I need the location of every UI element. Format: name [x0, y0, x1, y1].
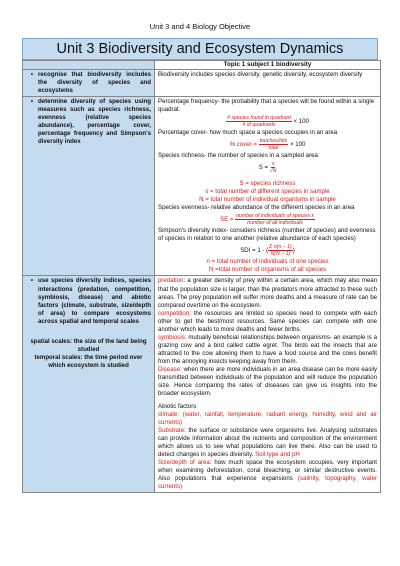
substrate-examples: Soil type and pH: [253, 451, 300, 459]
disease-text: : when there are more individuals in an area disease can be more easily transmitted between individuals of the population and will reduce the population size. Hence comparing the rates of diseases can give us insights into the broader ecosystem.: [158, 365, 377, 397]
formula-numerator: # species found in quadrant: [227, 115, 291, 122]
competition-term: competition: [158, 309, 190, 317]
climate-text: climate: (water, rainfall, temperature, radiant energy, humidity, wind and air currents): [158, 410, 377, 426]
formula-lhs: S =: [258, 164, 269, 172]
formula-numerator: number of individuals of species x: [236, 213, 314, 220]
cover-text: Percentage cover- how much space a species occupies in an area: [158, 129, 338, 137]
formula-denominator: # of quadrants: [242, 122, 276, 129]
formula-lhs: % cover =: [229, 141, 257, 149]
competition-paragraph: [158, 310, 377, 334]
formula-numerator: Σ n(n − 1): [269, 244, 292, 251]
predation-paragraph: [158, 277, 377, 309]
content-cell: [155, 97, 381, 276]
disease-term: Disease: [158, 365, 181, 373]
bullet-icon: •: [30, 98, 34, 106]
evenness-text: Species evenness- relative abundance of the different species in an area: [158, 204, 355, 212]
content-cell: [155, 70, 381, 97]
topic-cell: [155, 61, 381, 70]
symbiosis-text: : mutually beneficial relationships between organisms- an example is a grazing cow and a bird called cattle egret. The birds eat the insects that are attracted to the cow allowing them to have a food source and the cows benefit from the annoying insects keeping away from them.: [158, 333, 377, 365]
spatial-scales-text: spatial scales: the size of the land being studied: [30, 337, 147, 353]
formula-denominator: total: [268, 145, 279, 152]
simpson-text: Simpson's diversity index- considers richness (number of species) and evenness of species in relation to one another (relative abundance of each species): [158, 227, 376, 243]
content-cell: [155, 276, 381, 493]
objective-cell: [23, 70, 155, 97]
unit-title-banner: Unit 3 Biodiversity and Ecosystem Dynamics: [22, 38, 378, 60]
sdi-definition: n = total number of individuals of one species: [206, 258, 329, 266]
document-header: Unit 3 and 4 Biology Objective: [149, 22, 251, 31]
disease-paragraph: [158, 366, 377, 398]
substrate-text: : the surface or substance were organisms live. Analysing substrates can provide information about the nutrients and composition of the environment which allows us to see what populations can live there. Also can be used to detect changes in species diversity.: [158, 427, 377, 459]
symbiosis-term: symbiosis: [158, 333, 185, 341]
formula-rhs: ): [292, 247, 295, 255]
formula-numerator: s: [271, 161, 275, 168]
cover-formula: [158, 138, 377, 151]
formula-multiplier: × 100: [289, 141, 306, 149]
richness-formula: [158, 161, 377, 174]
table-row: [23, 276, 381, 493]
bullet-icon: •: [30, 71, 34, 78]
table-row: [23, 70, 381, 97]
sdi-formula: [158, 244, 377, 257]
temporal-scales-text: temporal scales: the time period over which ecosystem is studied: [34, 353, 143, 369]
size-paragraph: [158, 459, 377, 491]
size-examples: (salinity, topography, water currents): [158, 475, 377, 491]
topic-heading: Topic 1 subject 1 biodiversity: [223, 61, 312, 68]
richness-definition: N = total number of individual organisms in sample: [199, 196, 336, 204]
richness-text: Species richness- the number of species in a sampled area: [158, 152, 318, 160]
biodiversity-text: Biodiversity includes species diversity, genetic diversity, ecosystem diversity: [158, 71, 363, 78]
sdi-definition: N =total number of organisms of all species: [208, 266, 327, 274]
formula-lhs: SE =: [220, 216, 234, 224]
formula-multiplier: × 100: [293, 118, 309, 126]
frequency-formula: [158, 115, 377, 128]
formula-denominator: N(N − 1): [270, 251, 291, 258]
competition-text: : the resources are limited so species need to compete with each other to get the best/most resources. Same species can compete with one another which leads to more deaths and fewer births.: [158, 309, 377, 333]
objective-cell: [23, 276, 155, 493]
substrate-paragraph: [158, 427, 377, 459]
predation-term: predation: [158, 277, 184, 285]
objective-text: use species diversity indices, species interactions (predation, competition, symbiosis, disease) and abiotic factors (climate, substrate, size/depth of area) to compare ecosystems across spatial and temporal scales: [38, 277, 151, 325]
formula-numerator: touches/hits: [259, 138, 288, 145]
richness-definition: S = species richness: [239, 180, 296, 188]
formula-lhs: SDI = 1 - (: [240, 247, 269, 255]
abiotic-heading: Abiotic factors: [158, 402, 197, 410]
predation-text: : a greater density of prey within a certain area, which may also mean that the population size is larger, than the predators more attracted to these such areas. The prey population will suffer more deaths and a measure of rate can be compared overtime on the ecosystem.: [158, 277, 377, 309]
richness-definition: s = total number of different species in sample: [205, 188, 330, 196]
symbiosis-paragraph: [158, 334, 377, 366]
size-term: Size/depth of area: [158, 459, 210, 467]
objectives-table: [22, 60, 381, 493]
formula-denominator: number of all individuals: [247, 220, 303, 227]
table-row: [23, 97, 381, 276]
bullet-icon: •: [30, 277, 34, 285]
frequency-text: Percentage frequency- the probability that a species will be found within a single quadrat.: [158, 98, 375, 114]
objective-cell: [23, 97, 155, 276]
size-text: : how much space the ecosystem occupies. very important when examining deforestation, coral bleaching, or similar destructive events. Also populations that experience expansions: [158, 459, 377, 483]
topic-row: [23, 61, 381, 70]
substrate-term: Substrate: [158, 427, 185, 435]
topic-left-cell: [23, 61, 155, 70]
objective-text: recognise that biodiversity includes the diversity of species and ecosystems: [38, 71, 151, 95]
evenness-formula: [158, 213, 377, 226]
objective-text: determine diversity of species using measures such as species richness, evenness (relative species abundance), percentage cover, percentage frequency and Simpson's diversity index: [38, 98, 151, 146]
formula-denominator: √N: [269, 168, 277, 175]
